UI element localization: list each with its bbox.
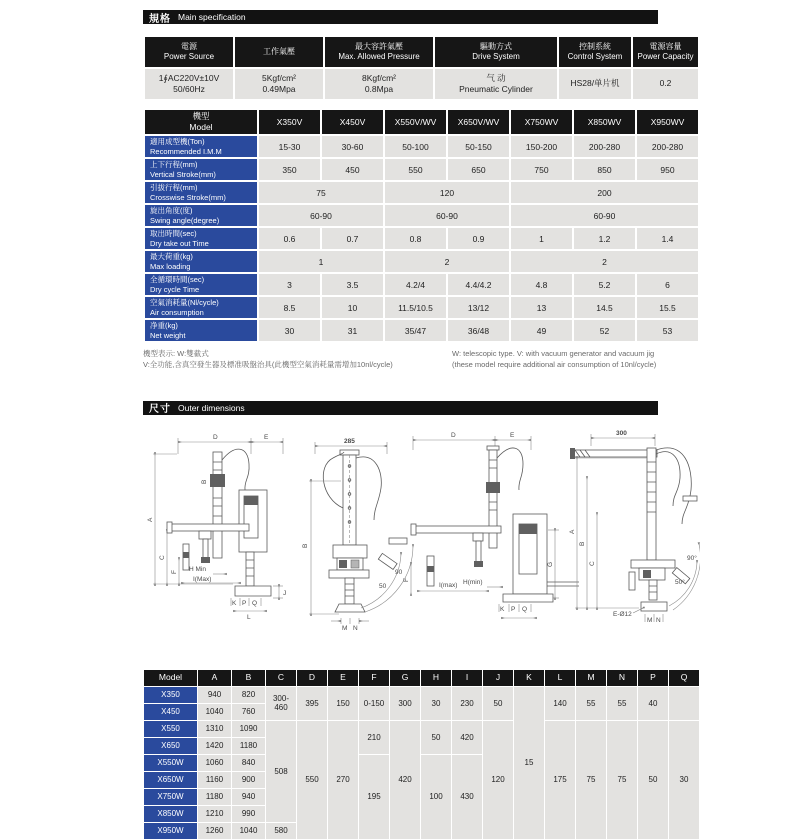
row-label xyxy=(145,136,257,157)
cell: 1160 xyxy=(198,772,231,788)
dim-label-imax: I(Max) xyxy=(193,575,212,583)
table-row xyxy=(145,205,698,226)
cell: 55 xyxy=(607,687,637,720)
value-line: 0.8Mpa xyxy=(364,84,394,94)
cell: 30 xyxy=(259,320,320,341)
cell: 0.6 xyxy=(259,228,320,249)
dim-label-p3: P xyxy=(511,605,516,613)
cell: 650 xyxy=(448,159,509,180)
cell: 0.9 xyxy=(448,228,509,249)
drawing-side-view-w xyxy=(403,432,579,618)
col-header: A xyxy=(198,670,231,686)
cell: 50-150 xyxy=(448,136,509,157)
table-header-row xyxy=(145,37,698,67)
row-label-zh: 適用成型機(Ton) xyxy=(150,137,205,147)
model-header: X750WV xyxy=(511,110,572,134)
model-header: X450V xyxy=(322,110,383,134)
cell: 850 xyxy=(574,159,635,180)
cell: 140 xyxy=(545,687,575,720)
dim-label-k: K xyxy=(232,599,237,607)
table-row xyxy=(144,687,699,703)
col-header: K xyxy=(514,670,544,686)
row-label-en: Dry cycle Time xyxy=(150,284,200,294)
cell: 53 xyxy=(637,320,698,341)
cell: 4.2/4 xyxy=(385,274,446,295)
col-header: Model xyxy=(144,670,197,686)
cell: 5.2 xyxy=(574,274,635,295)
cell: 36/48 xyxy=(448,320,509,341)
row-label xyxy=(145,297,257,318)
cell: 4.4/4.2 xyxy=(448,274,509,295)
dim-label-e: E xyxy=(264,433,269,441)
table-row xyxy=(145,182,698,203)
cell: 120 xyxy=(483,721,513,839)
row-label-zh: 引拔行程(mm) xyxy=(150,183,198,193)
page xyxy=(143,0,700,840)
cell: 4.8 xyxy=(511,274,572,295)
cell: 1.2 xyxy=(574,228,635,249)
cell: 1420 xyxy=(198,738,231,754)
drawing-front-view-w xyxy=(569,430,700,624)
dim-label-l: L xyxy=(247,613,251,621)
col-header: P xyxy=(638,670,668,686)
cell: 52 xyxy=(574,320,635,341)
cell: 940 xyxy=(232,789,265,805)
dim-label-n: N xyxy=(353,624,358,632)
cell: 150 xyxy=(328,687,358,720)
value-line: 0.49Mpa xyxy=(262,84,296,94)
cell: 200-280 xyxy=(637,136,698,157)
cell: 0-150 xyxy=(359,687,389,720)
row-label-zh: 净重(kg) xyxy=(150,321,178,331)
cell: 420 xyxy=(452,721,482,754)
header-zh: 電源容量 xyxy=(649,41,682,51)
model-cell: X650W xyxy=(144,772,197,788)
header-zh: 工作氣壓 xyxy=(263,46,295,56)
corner-model-header xyxy=(145,110,257,134)
dim-label-j: J xyxy=(283,589,287,597)
value-working-pressure xyxy=(235,69,323,99)
header-en: Power Capacity xyxy=(637,52,694,61)
cell: 210 xyxy=(359,721,389,754)
dim-label-q3: Q xyxy=(522,605,528,613)
header-power-capacity xyxy=(633,37,698,67)
cell: 15 xyxy=(514,687,544,839)
cell: 1060 xyxy=(198,755,231,771)
table-row xyxy=(145,251,698,272)
model-cell: X950W xyxy=(144,823,197,839)
header-zh: 控制系統 xyxy=(579,41,611,51)
table-row xyxy=(145,159,698,180)
row-label xyxy=(145,159,257,180)
row-label xyxy=(145,320,257,341)
cell: 950 xyxy=(637,159,698,180)
dim-label-hmin3: H(min) xyxy=(463,578,483,586)
cell: 750 xyxy=(511,159,572,180)
model-cell: X550 xyxy=(144,721,197,737)
footnote-zh xyxy=(143,348,452,371)
cell: 395 xyxy=(297,687,327,720)
header-en: Control System xyxy=(567,52,623,61)
row-label-zh: 最大荷重(kg) xyxy=(150,252,193,262)
cell: 1090 xyxy=(232,721,265,737)
dim-label-q: Q xyxy=(252,599,258,607)
header-power-source xyxy=(145,37,233,67)
col-header: G xyxy=(390,670,420,686)
cell: 1180 xyxy=(198,789,231,805)
cell: 55 xyxy=(576,687,606,720)
cell: 13 xyxy=(511,297,572,318)
col-header: E xyxy=(328,670,358,686)
row-label-zh: 全循環時間(sec) xyxy=(150,275,205,285)
cell: 760 xyxy=(232,704,265,720)
cell: 300-460 xyxy=(266,687,296,720)
cell: 60-90 xyxy=(385,205,509,226)
table-row xyxy=(145,297,698,318)
cell: 75 xyxy=(607,721,637,839)
header-zh: 電源 xyxy=(181,41,197,51)
header-zh: 機型 xyxy=(192,111,210,121)
footnote-en xyxy=(452,348,700,371)
footnote-line: V:全功能,含真空發生器及標准吸盤治具(此機型空氣消耗量需增加10nl/cycle) xyxy=(143,360,393,370)
cell: 450 xyxy=(322,159,383,180)
footnote-line: 機型表示: W:雙截式 xyxy=(143,349,209,359)
model-cell: X650 xyxy=(144,738,197,754)
footnote-line: (these model require additional air consumption of 10nl/cycle) xyxy=(452,360,657,370)
col-header: N xyxy=(607,670,637,686)
cell: 75 xyxy=(576,721,606,839)
table-row xyxy=(145,136,698,157)
dim-label-hmin: H Min xyxy=(189,565,206,573)
cell: 200 xyxy=(511,182,698,203)
cell: 30 xyxy=(669,721,699,839)
col-header: L xyxy=(545,670,575,686)
model-cell: X450 xyxy=(144,704,197,720)
section-title-en: Outer dimensions xyxy=(178,402,245,413)
dimension-table xyxy=(143,669,700,840)
cell: 550 xyxy=(385,159,446,180)
cell: 50 xyxy=(638,721,668,839)
col-header: Q xyxy=(669,670,699,686)
cell: 2 xyxy=(511,251,698,272)
cell: 990 xyxy=(232,806,265,822)
dim-label-a4: A xyxy=(569,529,576,534)
cell: 10 xyxy=(322,297,383,318)
cell: 1260 xyxy=(198,823,231,839)
section-header-main-spec xyxy=(143,10,658,24)
dim-label-b: B xyxy=(201,479,208,484)
value-line: 1∮AC220V±10V xyxy=(158,72,220,83)
table-row xyxy=(145,228,698,249)
value-drive-system xyxy=(435,69,557,99)
dim-label-holes: E-Ø12 xyxy=(613,610,632,618)
row-label-en: Swing angle(degree) xyxy=(150,215,220,225)
dim-label-50-4: 50° xyxy=(675,578,685,586)
cell: 270 xyxy=(328,721,358,839)
value-line: 8Kgf/cm² xyxy=(361,72,396,83)
header-en: Max. Allowed Pressure xyxy=(338,52,420,61)
model-header: X850WV xyxy=(574,110,635,134)
cell: 820 xyxy=(232,687,265,703)
row-label xyxy=(145,274,257,295)
col-header: B xyxy=(232,670,265,686)
col-header: D xyxy=(297,670,327,686)
row-label-en: Recommended I.M.M xyxy=(150,146,222,156)
model-header: X950WV xyxy=(637,110,698,134)
cell: 50 xyxy=(483,687,513,720)
cell: 50 xyxy=(421,721,451,754)
cell: 50-100 xyxy=(385,136,446,157)
header-working-pressure xyxy=(235,37,323,67)
dim-label-f3: F xyxy=(403,577,410,582)
cell: 1180 xyxy=(232,738,265,754)
dim-label-300: 300 xyxy=(616,429,627,437)
cell: 15.5 xyxy=(637,297,698,318)
cell: 1 xyxy=(511,228,572,249)
row-label-en: Vertical Stroke(mm) xyxy=(150,169,216,179)
row-label-en: Crosswise Stroke(mm) xyxy=(150,192,226,202)
cell: 2 xyxy=(385,251,509,272)
cell: 175 xyxy=(545,721,575,839)
cell: 940 xyxy=(198,687,231,703)
row-label xyxy=(145,251,257,272)
cell: 150-200 xyxy=(511,136,572,157)
col-header: C xyxy=(266,670,296,686)
value-line: Pneumatic Cylinder xyxy=(459,84,533,94)
cell: 350 xyxy=(259,159,320,180)
cell: 0.8 xyxy=(385,228,446,249)
cell: 60-90 xyxy=(511,205,698,226)
cell: 1040 xyxy=(232,823,265,839)
dim-label-m4: M xyxy=(647,616,653,624)
cell: 8.5 xyxy=(259,297,320,318)
cell: 40 xyxy=(638,687,668,720)
model-header: X350V xyxy=(259,110,320,134)
dim-label-p: P xyxy=(242,599,247,607)
cell: 508 xyxy=(266,721,296,822)
cell: 100 xyxy=(421,755,451,839)
row-label-zh: 取出時間(sec) xyxy=(150,229,197,239)
row-label-en: Max loading xyxy=(150,261,191,271)
row-label xyxy=(145,228,257,249)
value-line: 气 动 xyxy=(486,72,506,83)
row-label-en: Net weight xyxy=(150,330,186,340)
cell: 420 xyxy=(390,721,420,839)
dim-label-c4: C xyxy=(589,560,596,566)
model-cell: X750W xyxy=(144,789,197,805)
header-max-pressure xyxy=(325,37,433,67)
header-en: Drive System xyxy=(472,52,520,61)
model-cell: X850W xyxy=(144,806,197,822)
dim-label-d3: D xyxy=(451,431,456,439)
cell: 1040 xyxy=(198,704,231,720)
col-header: I xyxy=(452,670,482,686)
model-cell: X550W xyxy=(144,755,197,771)
cell: 1 xyxy=(259,251,383,272)
value-power-capacity xyxy=(633,69,698,99)
dim-label-imax3: I(max) xyxy=(439,581,458,589)
cell: 840 xyxy=(232,755,265,771)
dim-label-k3: K xyxy=(500,605,505,613)
col-header: M xyxy=(576,670,606,686)
cell: 60-90 xyxy=(259,205,383,226)
value-line: 50/60Hz xyxy=(173,84,205,94)
table-value-row xyxy=(145,69,698,99)
dim-label-f: F xyxy=(171,569,178,574)
model-header-row xyxy=(145,110,698,134)
cell: 230 xyxy=(452,687,482,720)
dimension-header-row xyxy=(144,670,699,686)
value-power-source xyxy=(145,69,233,99)
row-label-en: Air consumption xyxy=(150,307,204,317)
dim-label-e3: E xyxy=(510,431,515,439)
col-header: F xyxy=(359,670,389,686)
cell: 1210 xyxy=(198,806,231,822)
cell: 430 xyxy=(452,755,482,839)
section-title-zh: 規格 xyxy=(149,13,171,25)
dim-label-n4: N xyxy=(656,616,661,624)
cell: 31 xyxy=(322,320,383,341)
cell: 120 xyxy=(385,182,509,203)
header-control-system xyxy=(559,37,631,67)
dim-label-50: 50 xyxy=(379,582,387,590)
row-label xyxy=(145,182,257,203)
cell: 550 xyxy=(297,721,327,839)
dim-label-b2: B xyxy=(302,543,309,548)
cell: 3.5 xyxy=(322,274,383,295)
cell: 1.4 xyxy=(637,228,698,249)
drawing-side-view-v xyxy=(147,434,286,621)
row-label xyxy=(145,205,257,226)
cell: 30-60 xyxy=(322,136,383,157)
cell: 580 xyxy=(266,823,296,839)
cell: 30 xyxy=(421,687,451,720)
cell: 14.5 xyxy=(574,297,635,318)
dim-label-a: A xyxy=(147,517,154,522)
header-zh: 最大容許氣壓 xyxy=(355,41,403,51)
dim-label-m: M xyxy=(342,624,348,632)
header-en: Model xyxy=(189,122,213,133)
col-header: J xyxy=(483,670,513,686)
table-row xyxy=(145,274,698,295)
value-max-pressure xyxy=(325,69,433,99)
cell: 195 xyxy=(359,755,389,839)
section-title-zh: 尺寸 xyxy=(149,404,171,416)
power-spec-table xyxy=(143,35,700,101)
section-title-en: Main specification xyxy=(178,12,246,22)
row-label-zh: 旋出角度(度) xyxy=(150,206,193,216)
cell: 15-30 xyxy=(259,136,320,157)
cell: 75 xyxy=(259,182,383,203)
value-control-system xyxy=(559,69,631,99)
header-en: Power Source xyxy=(163,52,215,61)
value-line: 0.2 xyxy=(659,78,672,89)
cell: 300 xyxy=(390,687,420,720)
row-label-zh: 空氣消耗量(Nl/cycle) xyxy=(150,298,219,308)
value-line: HS28/单片机 xyxy=(570,78,620,89)
dim-label-d: D xyxy=(213,433,218,441)
cell: 200-280 xyxy=(574,136,635,157)
footnote-line: W: telescopic type. V: with vacuum generator and vacuum jig xyxy=(452,349,655,359)
cell: 0.7 xyxy=(322,228,383,249)
table-row xyxy=(144,721,699,737)
value-line: 5Kgf/cm² xyxy=(261,72,296,83)
cell: 1310 xyxy=(198,721,231,737)
dimension-drawings xyxy=(143,426,700,663)
header-drive-system xyxy=(435,37,557,67)
cell: 6 xyxy=(637,274,698,295)
model-cell: X350 xyxy=(144,687,197,703)
dim-label-90: 90 xyxy=(395,568,403,576)
row-label-en: Dry take out Time xyxy=(150,238,209,248)
header-zh: 驅動方式 xyxy=(480,41,512,51)
model-header: X650V/WV xyxy=(448,110,509,134)
model-header: X550V/WV xyxy=(385,110,446,134)
footnotes xyxy=(143,348,700,371)
section-header-outer-dimensions xyxy=(143,401,658,415)
dim-label-285: 285 xyxy=(344,437,355,445)
cell: 35/47 xyxy=(385,320,446,341)
model-spec-table xyxy=(143,108,700,343)
dim-label-g3: G xyxy=(547,561,554,567)
cell: 3 xyxy=(259,274,320,295)
dim-label-90-4: 90° xyxy=(687,554,697,562)
dim-label-c: C xyxy=(159,554,166,560)
cell: 900 xyxy=(232,772,265,788)
dim-label-b4: B xyxy=(579,541,586,546)
table-row xyxy=(145,320,698,341)
row-label-zh: 上下行程(mm) xyxy=(150,160,198,170)
cell xyxy=(669,687,699,720)
cell: 11.5/10.5 xyxy=(385,297,446,318)
cell: 49 xyxy=(511,320,572,341)
col-header: H xyxy=(421,670,451,686)
cell: 13/12 xyxy=(448,297,509,318)
drawing-front-view-v xyxy=(302,438,413,632)
